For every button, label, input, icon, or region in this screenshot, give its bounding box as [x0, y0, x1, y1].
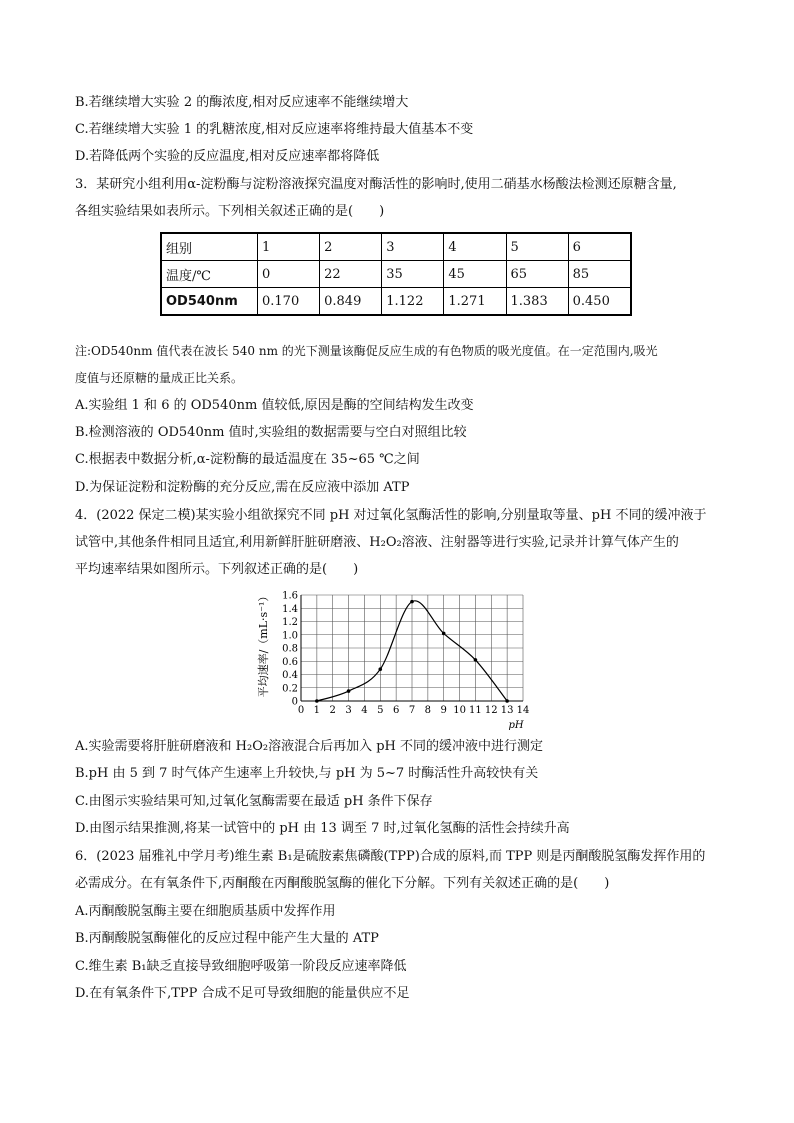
x-tick-label: 10: [453, 705, 466, 716]
x-tick-label: 12: [484, 705, 498, 716]
table-cell: 1.122: [382, 288, 444, 316]
data-point: [378, 667, 382, 671]
table-cell: 4: [444, 233, 506, 261]
x-tick-label: 4: [361, 705, 368, 716]
q6-option-a: A.丙酮酸脱氢酶主要在细胞质基质中发挥作用: [75, 904, 336, 919]
x-tick-label: 5: [377, 705, 384, 716]
table-cell: 22: [320, 261, 382, 288]
table-cell: 2: [320, 233, 382, 261]
q3-option-a: A.实验组 1 和 6 的 OD540nm 值较低,原因是酶的空间结构发生改变: [75, 398, 474, 413]
row-label-group: 组别: [161, 233, 258, 261]
table-row: [161, 261, 631, 288]
q6-option-c: C.维生素 B₁缺乏直接导致细胞呼吸第一阶段反应速率降低: [75, 959, 407, 974]
q4-stem-line-3: 平均速率结果如图所示。下列叙述正确的是( ): [75, 562, 359, 577]
ph-rate-chart: [250, 582, 550, 732]
y-tick-label: 0.2: [282, 683, 298, 695]
y-tick-label: 1.2: [282, 617, 298, 628]
y-tick-label: 0.8: [282, 643, 298, 655]
q3-note-line-1: 注:OD540nm 值代表在波长 540 nm 的光下测量该酶促反应生成的有色物质的吸光度值。在一定范围内,吸光: [75, 344, 658, 358]
q2-option-d: D.若降低两个实验的反应温度,相对反应速率都将降低: [75, 149, 380, 164]
y-tick-label: 1.4: [282, 603, 298, 615]
q3-data-table: [160, 232, 632, 316]
x-axis-label: pH: [508, 720, 524, 731]
x-tick-label: 6: [392, 705, 400, 716]
y-axis-label: 平均速率/（mL·s⁻¹）: [257, 590, 270, 698]
q3-option-b: B.检测溶液的 OD540nm 值时,实验组的数据需要与空白对照组比较: [75, 425, 467, 440]
q6-option-b: B.丙酮酸脱氢酶催化的反应过程中能产生大量的 ATP: [75, 931, 379, 946]
q4-option-b: B.pH 由 5 到 7 时气体产生速率上升较快,与 pH 为 5~7 时酶活性升高较快有关: [75, 766, 539, 781]
table-row: [161, 233, 631, 261]
table-cell: 5: [506, 233, 568, 261]
table-cell: 1: [258, 233, 320, 261]
data-point: [505, 699, 509, 703]
q4-option-c: C.由图示实验结果可知,过氧化氢酶需要在最适 pH 条件下保存: [75, 794, 433, 809]
table-cell: 0.450: [568, 288, 631, 316]
table-cell: 3: [382, 233, 444, 261]
data-point: [442, 632, 446, 636]
row-label-od540: OD540nm: [161, 288, 258, 316]
q4-option-a: A.实验需要将肝脏研磨液和 H₂O₂溶液混合后再加入 pH 不同的缓冲液中进行测定: [75, 739, 543, 754]
y-tick-label: 1.0: [282, 630, 298, 642]
q3-option-d: D.为保证淀粉和淀粉酶的充分反应,需在反应液中添加 ATP: [75, 480, 410, 495]
x-tick-label: 3: [345, 705, 352, 716]
q4-stem-line-2: 试管中,其他条件相同且适宜,利用新鲜肝脏研磨液、H₂O₂溶液、注射器等进行实验,记录并计算气体产生的: [75, 535, 679, 550]
q2-option-c: C.若继续增大实验 1 的乳糖浓度,相对反应速率将维持最大值基本不变: [75, 122, 474, 137]
table-row: [161, 288, 631, 316]
q6-option-d: D.在有氧条件下,TPP 合成不足可导致细胞的能量供应不足: [75, 986, 410, 1001]
table-cell: 0.849: [320, 288, 382, 316]
x-tick-label: 9: [440, 705, 447, 716]
table-cell: 85: [568, 261, 631, 288]
table-cell: 35: [382, 261, 444, 288]
data-point: [347, 689, 351, 693]
x-tick-label: 0: [297, 705, 305, 716]
x-tick-label: 8: [424, 705, 432, 716]
row-label-temperature: 温度/℃: [161, 261, 258, 288]
table-cell: 45: [444, 261, 506, 288]
x-tick-label: 1: [313, 705, 321, 716]
q6-stem-line-1: 6．(2023 届雅礼中学月考)维生素 B₁是硫胺素焦磷酸(TPP)合成的原料,而 TPP 则是丙酮酸脱氢酶发挥作用的: [75, 849, 706, 864]
q4-stem-line-1: 4．(2022 保定二模)某实验小组欲探究不同 pH 对过氧化氢酶活性的影响,分别量取等量、pH 不同的缓冲液于: [75, 508, 707, 523]
y-tick-label: 1.6: [282, 590, 298, 602]
y-tick-label: 0.4: [282, 670, 298, 681]
x-tick-label: 2: [329, 705, 336, 716]
table-cell: 1.271: [444, 288, 506, 316]
q4-option-d: D.由图示结果推测,将某一试管中的 pH 由 13 调至 7 时,过氧化氢酶的活性会持续升高: [75, 821, 570, 836]
y-tick-label: 0: [291, 696, 298, 708]
x-tick-label: 11: [469, 705, 482, 716]
table-cell: 6: [568, 233, 631, 261]
q3-stem-line-2: 各组实验结果如表所示。下列相关叙述正确的是( ): [75, 204, 385, 219]
y-tick-label: 0.6: [282, 656, 298, 668]
q2-option-b: B.若继续增大实验 2 的酶浓度,相对反应速率不能继续增大: [75, 95, 409, 110]
data-point: [474, 658, 478, 662]
table-cell: 0: [258, 261, 320, 288]
x-tick-label: 14: [516, 705, 530, 716]
q6-stem-line-2: 必需成分。在有氧条件下,丙酮酸在丙酮酸脱氢酶的催化下分解。下列有关叙述正确的是( ): [75, 876, 610, 891]
table-cell: 1.383: [506, 288, 568, 316]
x-tick-label: 7: [408, 705, 416, 716]
q3-stem-line-1: 3．某研究小组利用α-淀粉酶与淀粉溶液探究温度对酶活性的影响时,使用二硝基水杨酸法检测还原糖含量,: [75, 177, 677, 192]
table-cell: 0.170: [258, 288, 320, 316]
data-point: [410, 600, 414, 604]
x-tick-label: 13: [500, 705, 514, 716]
q3-option-c: C.根据表中数据分析,α-淀粉酶的最适温度在 35~65 ℃之间: [75, 452, 420, 467]
q3-note-line-2: 度值与还原糖的量成正比关系。: [75, 371, 244, 385]
data-point: [315, 699, 319, 703]
table-cell: 65: [506, 261, 568, 288]
